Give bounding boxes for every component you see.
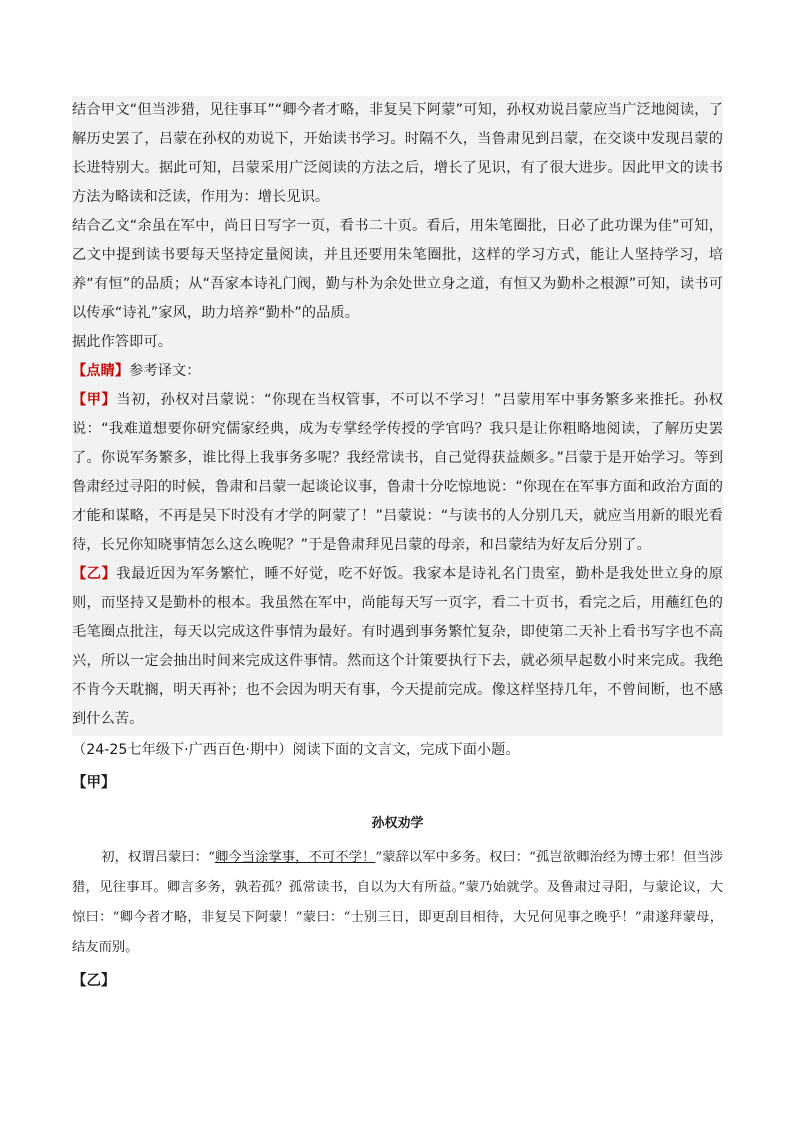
question-intro: （24-25七年级下·广西百色·期中）阅读下面的文言文，完成下面小题。 bbox=[72, 742, 520, 758]
translation-yi-tag: 【乙】 bbox=[72, 566, 117, 582]
translation-jia bbox=[72, 386, 723, 560]
classical-text-a: 初，权谓吕蒙曰：“ bbox=[101, 850, 215, 865]
classical-underlined: 卿今当涂掌事，不可不学！ bbox=[214, 850, 376, 865]
dianjing-tag: 【点睛】 bbox=[72, 363, 130, 379]
classical-text-b: ”蒙辞以军中多务。权曰：“孤岂欲卿治经为博士邪！但当涉猎，见往事耳。卿言多务，孰若孤？孤常读书，自以为大有所益。”蒙乃始就学。及鲁肃过寻阳，与蒙论议，大惊曰：“卿今者才略，非复吴下阿蒙！”蒙曰：“士别三日，即更刮目相待，大兄何见事之晚乎！”肃遂拜蒙母，结友而别。 bbox=[72, 850, 723, 955]
translation-jia-text: 当初，孙权对吕蒙说：“你现在当权管事，不可以不学习！”吕蒙用军中事务繁多来推托。孙权说：“我难道想要你研究儒家经典，成为专掌经学传授的学官吗？我只是让你粗略地阅读，了解历史罢了。你说军务繁多，谁比得上我事务多呢？我经常读书，自己觉得获益颇多。”吕蒙于是开始学习。等到鲁肃经过寻阳的时候，鲁肃和吕蒙一起谈论议事，鲁肃十分吃惊地说：“你现在在军事方面和政治方面的才能和谋略，不再是吴下时没有才学的阿蒙了！”吕蒙说：“与读书的人分别几天，就应当用新的眼光看待，长兄你知晓事情怎么这么晚呢？”于是鲁肃拜见吕蒙的母亲，和吕蒙结为好友后分别了。 bbox=[72, 392, 723, 553]
dianjing-text: 参考译文： bbox=[129, 363, 201, 379]
translation-yi-text: 我最近因为军务繁忙，睡不好觉，吃不好饭。我家本是诗礼名门贵室，勤朴是我处世立身的原则，而坚持又是勤朴的根本。我虽然在军中，尚能每天写一页字，看二十页书，看完之后，用蘸红色的毛笔圈点批注，每天以完成这件事情为最好。有时遇到事务繁忙复杂，即使第二天补上看书写字也不高兴，所以一定会抽出时间来完成这件事情。然而这个计策要执行下去，就必须早起数小时来完成。我绝不肯今天耽搁，明天再补；也不会因为明天有事，今天提前完成。像这样坚持几年，不曾间断，也不感到什么苦。 bbox=[72, 566, 723, 727]
classical-passage bbox=[72, 843, 723, 963]
translation-yi bbox=[72, 560, 723, 734]
analysis-paragraph-1: 结合甲文“但当涉猎，见往事耳”“卿今者才略，非复吴下阿蒙”可知，孙权劝说吕蒙应当广泛地阅读，了解历史罢了，吕蒙在孙权的劝说下，开始读书学习。时隔不久，当鲁肃见到吕蒙，在交谈中发现吕蒙的长进特别大。据此可知，吕蒙采用广泛阅读的方法之后，增长了见识，有了很大进步。因此甲文的读书方法为略读和泛读，作用为：增长见识。 bbox=[72, 102, 723, 205]
analysis-paragraph-3: 据此作答即可。 bbox=[72, 334, 173, 350]
translation-jia-tag: 【甲】 bbox=[72, 392, 117, 408]
analysis-paragraph-2: 结合乙文“余虽在军中，尚日日写字一页，看书二十页。看后，用朱笔圈批，日必了此功课为佳”可知，乙文中提到读书要每天坚持定量阅读，并且还要用朱笔圈批，这样的学习方式，能让人坚持学习，培养“有恒”的品质；从“吾家本诗礼门阀，勤与朴为余处世立身之道，有恒又为勤朴之根源”可知，读书可以传承“诗礼”家风，助力培养“勤朴”的品质。 bbox=[72, 218, 723, 321]
dianjing-line bbox=[72, 357, 723, 386]
analysis-block bbox=[72, 96, 723, 736]
jia-label: 【甲】 bbox=[72, 775, 116, 791]
document-page bbox=[72, 96, 723, 996]
passage-title: 孙权劝学 bbox=[371, 816, 424, 831]
yi-label: 【乙】 bbox=[72, 973, 116, 989]
